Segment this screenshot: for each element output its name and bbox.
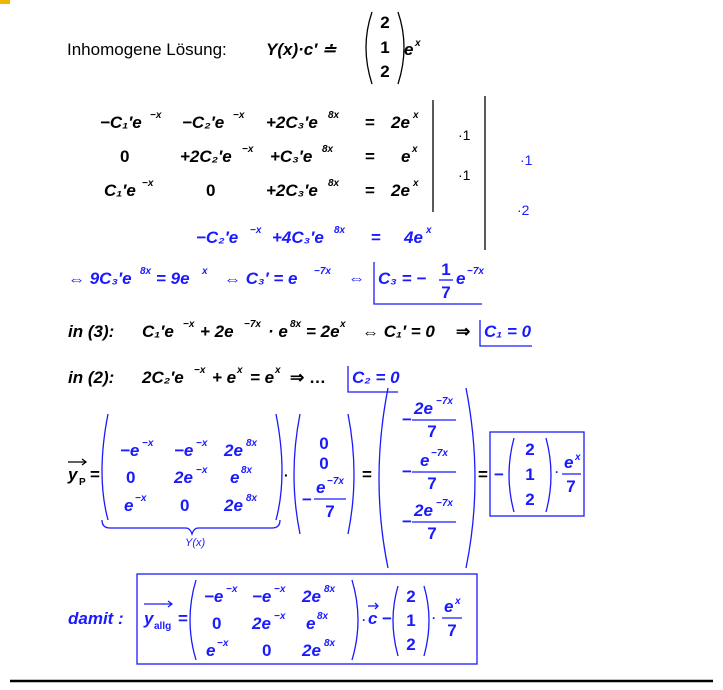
yp-dot: · bbox=[284, 467, 289, 483]
svg-text:2e: 2e bbox=[252, 614, 271, 633]
c3-derivation-line bbox=[68, 260, 484, 304]
svg-text:= 9e: = 9e bbox=[156, 269, 190, 288]
svg-text:−x: −x bbox=[274, 611, 286, 622]
svg-text:⇒: ⇒ bbox=[456, 322, 471, 341]
svg-text:=: = bbox=[365, 181, 375, 200]
svg-text:7: 7 bbox=[447, 621, 457, 640]
svg-text:e: e bbox=[444, 597, 454, 616]
svg-text:0: 0 bbox=[262, 641, 272, 660]
op-blue-2: ·2 bbox=[517, 202, 530, 218]
op-black-2: ·1 bbox=[458, 167, 471, 183]
svg-text:e: e bbox=[420, 451, 430, 470]
svg-text:x: x bbox=[426, 225, 432, 236]
svg-text:0: 0 bbox=[206, 181, 216, 200]
svg-text:−7x: −7x bbox=[431, 448, 448, 459]
svg-text:−x: −x bbox=[196, 438, 208, 449]
svg-text:−x: −x bbox=[194, 365, 206, 376]
svg-text:·: · bbox=[362, 613, 366, 627]
svg-text:−x: −x bbox=[142, 178, 154, 189]
svg-text:0: 0 bbox=[120, 147, 130, 166]
svg-text:+2C₂′e: +2C₂′e bbox=[180, 147, 232, 166]
yp-matrix-left-paren bbox=[102, 414, 108, 520]
svg-text:y: y bbox=[144, 609, 154, 628]
svg-text:· e: · e bbox=[268, 322, 288, 341]
svg-text:y: y bbox=[68, 465, 78, 484]
svg-text:8x: 8x bbox=[322, 144, 334, 155]
svg-text:x: x bbox=[202, 266, 208, 277]
svg-text:+4C₃′e: +4C₃′e bbox=[272, 228, 324, 247]
svg-text:e: e bbox=[124, 496, 134, 515]
svg-text:C₁ = 0: C₁ = 0 bbox=[484, 322, 532, 341]
svg-text:2: 2 bbox=[525, 490, 535, 509]
svg-text:−: − bbox=[382, 609, 392, 628]
svg-text:−7x: −7x bbox=[467, 266, 484, 277]
svg-text:=: = bbox=[90, 465, 100, 484]
svg-text:8x: 8x bbox=[246, 493, 258, 504]
svg-text:2e: 2e bbox=[174, 468, 193, 487]
header-vec-left-paren bbox=[366, 12, 372, 84]
equation-row-2 bbox=[120, 144, 418, 166]
svg-text:⇔ C₃′ = e: ⇔ C₃′ = e bbox=[224, 269, 298, 288]
svg-text:=: = bbox=[478, 465, 488, 484]
svg-text:−x: −x bbox=[196, 465, 208, 476]
svg-text:=: = bbox=[365, 113, 375, 132]
svg-text:2e: 2e bbox=[391, 113, 410, 132]
svg-text:−x: −x bbox=[135, 493, 147, 504]
svg-text:=: = bbox=[178, 609, 188, 628]
svg-text:−: − bbox=[402, 512, 412, 531]
op-blue-1: ·1 bbox=[520, 152, 533, 168]
svg-text:2e: 2e bbox=[414, 501, 433, 520]
svg-text:−: − bbox=[402, 462, 412, 481]
svg-text:+C₃′e: +C₃′e bbox=[270, 147, 313, 166]
svg-text:0: 0 bbox=[212, 614, 222, 633]
svg-text:e: e bbox=[401, 147, 411, 166]
svg-text:4e: 4e bbox=[404, 228, 423, 247]
svg-text:allg: allg bbox=[154, 621, 172, 632]
svg-text:2e: 2e bbox=[224, 441, 243, 460]
svg-text:1: 1 bbox=[406, 611, 416, 630]
yp-underbrace bbox=[102, 520, 280, 534]
general-solution bbox=[68, 574, 477, 664]
svg-text:1: 1 bbox=[525, 465, 535, 484]
svg-text:−7x: −7x bbox=[244, 319, 261, 330]
svg-text:8x: 8x bbox=[317, 611, 329, 622]
svg-text:8x: 8x bbox=[140, 266, 152, 277]
yp-matrix-right-paren bbox=[276, 414, 282, 520]
svg-text:−: − bbox=[402, 410, 412, 429]
svg-text:0: 0 bbox=[180, 496, 190, 515]
svg-text:−x: −x bbox=[142, 438, 154, 449]
equation-row-3 bbox=[104, 178, 419, 200]
svg-text:+2C₃′e: +2C₃′e bbox=[266, 113, 318, 132]
svg-text:2e: 2e bbox=[391, 181, 410, 200]
yp-rvec-right-paren bbox=[466, 388, 475, 568]
svg-text:e: e bbox=[564, 453, 574, 472]
svg-text:0: 0 bbox=[319, 454, 329, 473]
svg-text:−x: −x bbox=[183, 319, 195, 330]
header-vec-3: 2 bbox=[380, 62, 390, 81]
svg-text:in (3):: in (3): bbox=[68, 322, 115, 341]
equation-row-1 bbox=[100, 110, 419, 132]
svg-text:x: x bbox=[455, 596, 461, 607]
svg-text:−x: −x bbox=[226, 584, 238, 595]
svg-text:e: e bbox=[306, 614, 316, 633]
svg-text:P: P bbox=[79, 477, 86, 488]
svg-text:x: x bbox=[237, 365, 243, 376]
svg-text:2e: 2e bbox=[224, 496, 243, 515]
svg-text:C₂ = 0: C₂ = 0 bbox=[352, 368, 400, 387]
svg-text:2e: 2e bbox=[302, 587, 321, 606]
svg-text:7: 7 bbox=[427, 524, 437, 543]
svg-text:⇔ C₁′ = 0: ⇔ C₁′ = 0 bbox=[362, 322, 435, 341]
header-exp: e bbox=[404, 40, 414, 59]
svg-text:x: x bbox=[412, 144, 418, 155]
svg-text:+2C₃′e: +2C₃′e bbox=[266, 181, 318, 200]
svg-text:+ e: + e bbox=[212, 368, 237, 387]
svg-text:=: = bbox=[371, 228, 381, 247]
svg-text:C₁′e: C₁′e bbox=[104, 181, 136, 200]
svg-text:2: 2 bbox=[525, 440, 535, 459]
svg-text:8x: 8x bbox=[334, 225, 346, 236]
svg-text:x: x bbox=[340, 319, 346, 330]
yp-rvec-left-paren bbox=[379, 388, 388, 568]
svg-text:in (2):: in (2): bbox=[68, 368, 115, 387]
derived-equation bbox=[196, 225, 432, 247]
svg-text:8x: 8x bbox=[328, 110, 340, 121]
svg-text:−x: −x bbox=[217, 638, 229, 649]
svg-text:e: e bbox=[206, 641, 216, 660]
svg-text:C₁′e: C₁′e bbox=[142, 322, 174, 341]
svg-text:+ 2e: + 2e bbox=[200, 322, 234, 341]
svg-text:2: 2 bbox=[406, 635, 416, 654]
svg-text:8x: 8x bbox=[324, 638, 336, 649]
svg-text:−: − bbox=[494, 465, 504, 484]
svg-text:−7x: −7x bbox=[436, 396, 453, 407]
header-vec-1: 2 bbox=[380, 13, 390, 32]
svg-text:8x: 8x bbox=[246, 438, 258, 449]
svg-text:−x: −x bbox=[150, 110, 162, 121]
svg-text:x: x bbox=[275, 365, 281, 376]
svg-text:8x: 8x bbox=[241, 465, 253, 476]
c2-derivation-line bbox=[68, 365, 400, 392]
svg-text:x: x bbox=[413, 110, 419, 121]
svg-text:⇔ 9C₃′e: ⇔ 9C₃′e bbox=[68, 269, 132, 288]
svg-text:−e: −e bbox=[204, 587, 224, 606]
svg-text:−e: −e bbox=[174, 441, 194, 460]
svg-text:7: 7 bbox=[441, 283, 451, 302]
svg-text:−: − bbox=[302, 490, 312, 509]
header-exp-sup: x bbox=[415, 38, 421, 49]
svg-text:e: e bbox=[456, 269, 466, 288]
svg-text:7: 7 bbox=[427, 422, 437, 441]
svg-text:−C₂′e: −C₂′e bbox=[196, 228, 239, 247]
yp-cvec-right-paren bbox=[348, 414, 354, 534]
svg-text:⇔: ⇔ bbox=[348, 269, 365, 288]
svg-text:−x: −x bbox=[242, 144, 254, 155]
svg-text:1: 1 bbox=[441, 260, 451, 279]
svg-text:2e: 2e bbox=[414, 399, 433, 418]
svg-text:= e: = e bbox=[250, 368, 275, 387]
svg-text:−7x: −7x bbox=[327, 476, 344, 487]
header-lhs: Y(x)·c′ ≐ bbox=[266, 40, 337, 59]
svg-text:−e: −e bbox=[252, 587, 272, 606]
svg-text:−x: −x bbox=[250, 225, 262, 236]
yp-cvec-left-paren bbox=[294, 414, 300, 534]
svg-text:=: = bbox=[362, 465, 372, 484]
svg-text:7: 7 bbox=[325, 502, 335, 521]
svg-text:−x: −x bbox=[233, 110, 245, 121]
svg-text:0: 0 bbox=[319, 434, 329, 453]
svg-text:c: c bbox=[368, 609, 378, 628]
svg-text:8x: 8x bbox=[290, 319, 302, 330]
svg-text:8x: 8x bbox=[324, 584, 336, 595]
svg-text:7: 7 bbox=[427, 474, 437, 493]
svg-text:−7x: −7x bbox=[436, 498, 453, 509]
svg-text:7: 7 bbox=[566, 477, 576, 496]
svg-text:0: 0 bbox=[126, 468, 136, 487]
svg-text:−e: −e bbox=[120, 441, 140, 460]
svg-text:=: = bbox=[365, 147, 375, 166]
svg-text:e: e bbox=[230, 468, 240, 487]
svg-text:e: e bbox=[316, 478, 326, 497]
svg-text:−C₂′e: −C₂′e bbox=[182, 113, 225, 132]
svg-text:= 2e: = 2e bbox=[306, 322, 340, 341]
svg-text:−7x: −7x bbox=[314, 266, 331, 277]
svg-text:−x: −x bbox=[274, 584, 286, 595]
svg-text:·: · bbox=[555, 465, 559, 479]
svg-text:⇒ …: ⇒ … bbox=[290, 368, 326, 387]
inhomogene-label: Inhomogene Lösung: bbox=[67, 40, 227, 59]
op-black-1: ·1 bbox=[458, 127, 471, 143]
svg-text:·: · bbox=[432, 611, 436, 625]
c1-derivation-line bbox=[68, 319, 532, 346]
svg-text:2C₂′e: 2C₂′e bbox=[142, 368, 184, 387]
svg-text:C₃ = −: C₃ = − bbox=[378, 269, 427, 288]
svg-text:x: x bbox=[413, 178, 419, 189]
svg-text:2: 2 bbox=[406, 587, 416, 606]
svg-text:−C₁′e: −C₁′e bbox=[100, 113, 142, 132]
yp-equation bbox=[67, 388, 584, 568]
svg-text:x: x bbox=[575, 452, 581, 463]
svg-text:Y(x): Y(x) bbox=[185, 537, 206, 549]
svg-text:2e: 2e bbox=[302, 641, 321, 660]
svg-text:8x: 8x bbox=[328, 178, 340, 189]
header-fragment bbox=[0, 0, 10, 4]
header-vec-2: 1 bbox=[380, 38, 390, 57]
svg-text:damit :: damit : bbox=[68, 609, 124, 628]
